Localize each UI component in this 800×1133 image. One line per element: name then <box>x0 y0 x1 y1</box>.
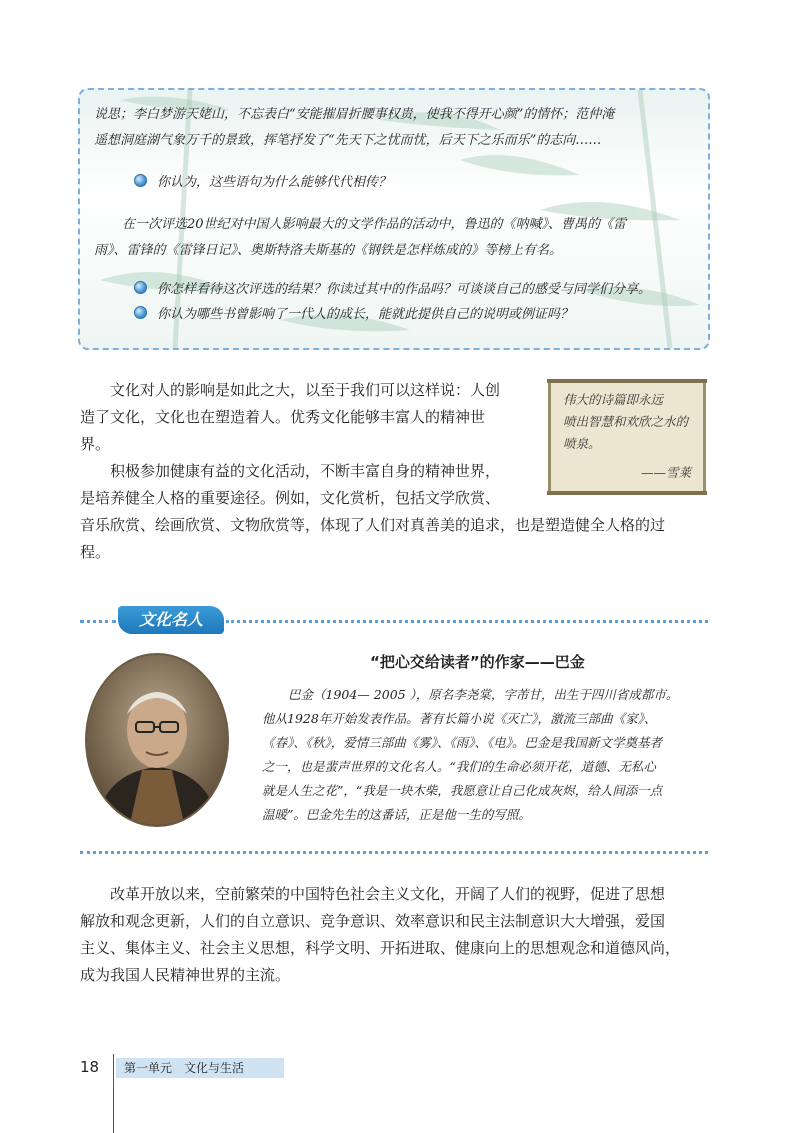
unit-label: 第一单元 文化与生活 <box>116 1058 284 1078</box>
footer-divider <box>113 1054 114 1133</box>
box-paragraph-1-line-1: 说思；李白梦游天姥山，不忘表白“安能摧眉折腰事权贵，使我不得开心颜”的情怀；范仲淹 <box>94 107 615 122</box>
box-paragraph-1-line-2: 遥想洞庭湖气象万千的景致，挥笔抒发了“先天下之忧而忧，后天下之乐而乐”的志向…… <box>94 133 602 148</box>
box-paragraph-2-line-2: 雨》、雷锋的《雷锋日记》、奥斯特洛夫斯基的《钢铁是怎样炼成的》等榜上有名。 <box>94 243 563 258</box>
quote-text <box>563 389 693 455</box>
section-tag: 文化名人 <box>118 606 224 634</box>
question-2-text: 你怎样看待这次评选的结果？你读过其中的作品吗？可谈谈自己的感受与同学们分享。 <box>157 282 652 297</box>
closing-line-3: 主义、集体主义、社会主义思想，科学文明、开拓进取、健康向上的思想观念和道德风尚， <box>80 939 681 957</box>
box-paragraph-2-line-1: 在一次评选20世纪对中国人影响最大的文学作品的活动中，鲁迅的《呐喊》、曹禺的《雷 <box>122 217 627 232</box>
bio-line-5: 就是人生之花”，“我是一块木柴，我愿意让自己化成灰烬，给人间添一点 <box>262 783 663 798</box>
main-paragraph-2-line-2: 是培养健全人格的重要途径。例如，文化赏析，包括文学欣赏、 <box>80 489 501 507</box>
quote-line-3: 喷泉。 <box>563 436 601 451</box>
discussion-box <box>78 88 710 350</box>
page-number: 18 <box>80 1058 100 1076</box>
bio-line-3: 《春》、《秋》，爱情三部曲《雾》、《雨》、《电》。巴金是我国新文学奠基者 <box>262 735 663 750</box>
blue-bullet-dot-icon <box>134 306 147 319</box>
closing-line-1: 改革开放以来，空前繁荣的中国特色社会主义文化，开阔了人们的视野，促进了思想 <box>110 885 666 903</box>
blue-bullet-dot-icon <box>134 281 147 294</box>
section-dotted-rule-top <box>226 620 708 623</box>
quote-line-1: 伟大的诗篇即永远 <box>563 392 664 407</box>
quote-author: ——雪莱 <box>640 465 691 480</box>
bio-line-6: 温暖”。巴金先生的这番话，正是他一生的写照。 <box>262 807 531 822</box>
feature-title: “把心交给读者”的作家——巴金 <box>370 653 585 671</box>
feature-bio <box>262 683 708 827</box>
main-paragraph-2-line-4: 程。 <box>80 543 111 561</box>
main-paragraph-1-line-1: 文化对人的影响是如此之大，以至于我们可以这样说：人创 <box>110 381 501 399</box>
bio-line-2: 他从1928年开始发表作品。著有长篇小说《灭亡》，激流三部曲《家》、 <box>262 711 657 726</box>
portrait-image <box>84 652 230 828</box>
quote-line-2: 喷出智慧和欢欣之水的 <box>563 414 689 429</box>
bio-line-4: 之一，也是蜚声世界的文化名人。“我们的生命必须开花，道德、无私心 <box>262 759 656 774</box>
question-1 <box>134 171 391 190</box>
main-paragraph-1-line-2: 造了文化，文化也在塑造着人。优秀文化能够丰富人的精神世 <box>80 408 486 426</box>
question-3-text: 你认为哪些书曾影响了一代人的成长，能就此提供自己的说明或例证吗？ <box>157 307 574 322</box>
side-quote-scroll <box>548 383 706 491</box>
main-paragraph-2-line-3: 音乐欣赏、绘画欣赏、文物欣赏等，体现了人们对真善美的追求，也是塑造健全人格的过 <box>80 516 666 534</box>
section-dotted-rule-top-left <box>80 620 116 623</box>
bio-line-1: 巴金（1904— 2005 ），原名李尧棠，字芾甘，出生于四川省成都市。 <box>288 687 679 702</box>
main-paragraph-2-line-1: 积极参加健康有益的文化活动，不断丰富自身的精神世界， <box>110 462 501 480</box>
closing-line-2: 解放和观念更新，人们的自立意识、竞争意识、效率意识和民主法制意识大大增强，爱国 <box>80 912 666 930</box>
blue-bullet-dot-icon <box>134 174 147 187</box>
closing-line-4: 成为我国人民精神世界的主流。 <box>80 966 291 984</box>
question-1-text: 你认为，这些语句为什么能够代代相传？ <box>157 175 392 190</box>
main-paragraph-1-line-3: 界。 <box>80 435 111 453</box>
question-3 <box>134 303 573 322</box>
question-2 <box>134 278 651 297</box>
section-dotted-rule-bottom <box>80 851 708 854</box>
